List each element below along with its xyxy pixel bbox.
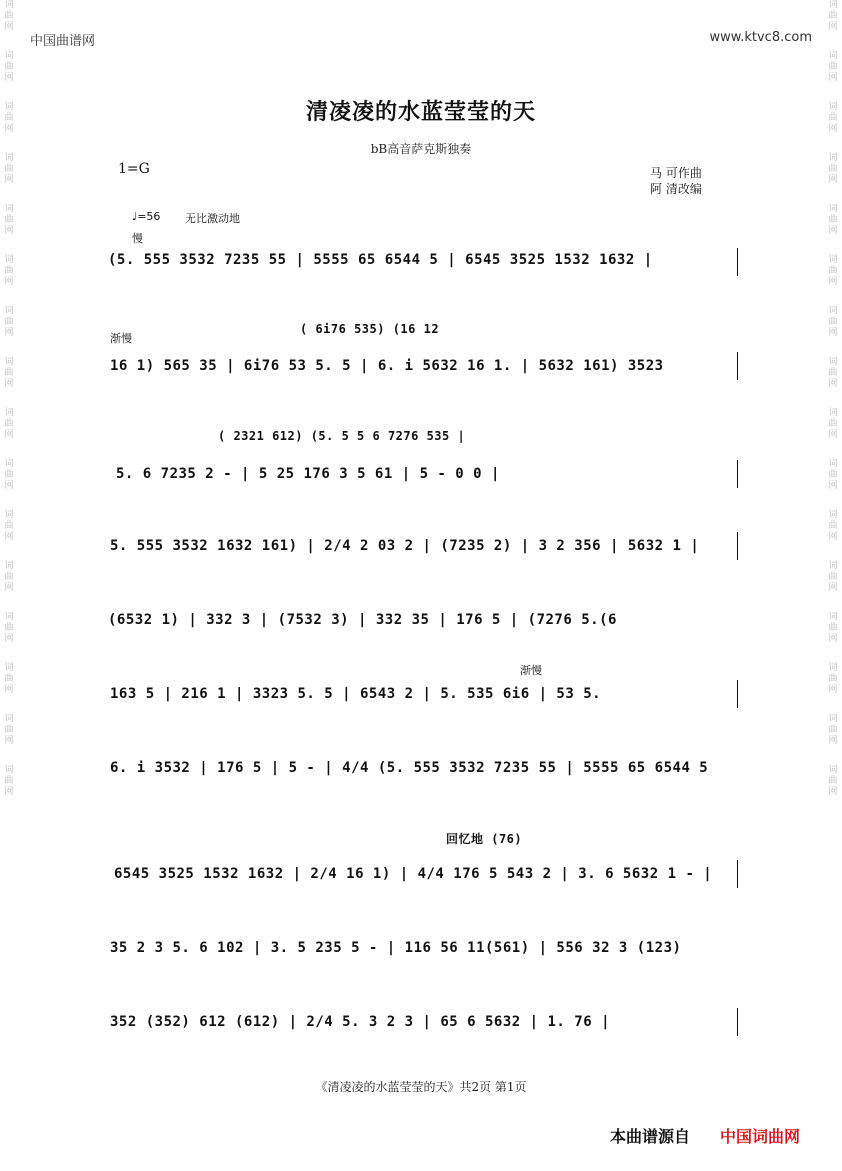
watermark-char: 网 bbox=[4, 430, 14, 440]
watermark-char: 词 bbox=[828, 510, 838, 520]
watermark-char: 词 bbox=[4, 510, 14, 520]
watermark-char: 曲 bbox=[828, 725, 838, 735]
watermark-char: 词 bbox=[4, 714, 14, 724]
tempo-mark: ♩=56 bbox=[132, 210, 161, 223]
watermark-char: 曲 bbox=[4, 572, 14, 582]
watermark-char: 网 bbox=[4, 328, 14, 338]
watermark-char: 网 bbox=[828, 73, 838, 83]
watermark-char: 词 bbox=[4, 306, 14, 316]
watermark-char: 词 bbox=[4, 357, 14, 367]
arranger-credit: 阿 清改编 bbox=[650, 182, 702, 196]
notation-row-6: 163 5 | 216 1 | 3323 5. 5 | 6543 2 | 5. 535 6i6 | 53 5. bbox=[110, 686, 602, 702]
watermark-char: 网 bbox=[828, 379, 838, 389]
watermark-char: 词 bbox=[828, 561, 838, 571]
watermark-char: 词 bbox=[4, 612, 14, 622]
watermark-char: 曲 bbox=[828, 419, 838, 429]
watermark-char: 网 bbox=[828, 124, 838, 134]
watermark-char: 网 bbox=[828, 430, 838, 440]
notation-row-8: 6545 3525 1532 1632 | 2/4 16 1) | 4/4 176 5 543 2 | 3. 6 5632 1 - | bbox=[114, 866, 713, 882]
notation-row-2-upper: ( 6i76 535) (16 12 bbox=[300, 322, 440, 336]
watermark-char: 词 bbox=[4, 663, 14, 673]
watermark-char: 词 bbox=[828, 357, 838, 367]
watermark-char: 曲 bbox=[828, 317, 838, 327]
watermark-char: 词 bbox=[4, 408, 14, 418]
barline bbox=[737, 352, 738, 380]
watermark-char: 词 bbox=[4, 102, 14, 112]
watermark-char: 曲 bbox=[828, 674, 838, 684]
watermark-char: 词 bbox=[4, 0, 14, 10]
watermark-char: 词 bbox=[828, 0, 838, 10]
watermark-char: 曲 bbox=[828, 623, 838, 633]
watermark-char: 网 bbox=[4, 685, 14, 695]
notation-row-5: (6532 1) | 332 3 | (7532 3) | 332 35 | 176 5 | (7276 5.(6 bbox=[108, 612, 617, 628]
watermark-char: 网 bbox=[828, 277, 838, 287]
left-watermark-strip bbox=[2, 0, 16, 1171]
barline bbox=[737, 860, 738, 888]
watermark-char: 网 bbox=[4, 379, 14, 389]
notation-row-8-upper: 回忆地 (76) bbox=[446, 832, 523, 846]
watermark-char: 曲 bbox=[4, 725, 14, 735]
watermark-char: 曲 bbox=[4, 11, 14, 21]
watermark-char: 词 bbox=[4, 459, 14, 469]
watermark-char: 词 bbox=[828, 204, 838, 214]
notation-row-3-upper: ( 2321 612) (5. 5 5 6 7276 535 | bbox=[218, 429, 466, 443]
notation-row-1: (5. 555 3532 7235 55 | 5555 65 6544 5 | 6545 3525 1532 1632 | bbox=[108, 252, 653, 268]
watermark-char: 网 bbox=[4, 22, 14, 32]
watermark-char: 曲 bbox=[828, 215, 838, 225]
watermark-char: 词 bbox=[828, 663, 838, 673]
watermark-char: 词 bbox=[4, 51, 14, 61]
notation-row-6-mark: 渐慢 bbox=[520, 664, 542, 677]
watermark-char: 曲 bbox=[4, 623, 14, 633]
watermark-char: 词 bbox=[4, 204, 14, 214]
watermark-char: 曲 bbox=[828, 470, 838, 480]
watermark-char: 词 bbox=[828, 459, 838, 469]
watermark-char: 网 bbox=[4, 124, 14, 134]
watermark-char: 曲 bbox=[4, 776, 14, 786]
expression-mark: 无比激动地 bbox=[185, 212, 240, 225]
watermark-char: 网 bbox=[4, 226, 14, 236]
watermark-char: 词 bbox=[4, 561, 14, 571]
watermark-char: 网 bbox=[4, 73, 14, 83]
watermark-char: 曲 bbox=[4, 62, 14, 72]
watermark-char: 曲 bbox=[828, 776, 838, 786]
barline bbox=[737, 460, 738, 488]
page-footer: 《清凌凌的水蓝莹莹的天》共2页 第1页 bbox=[315, 1080, 527, 1094]
notation-row-4: 5. 555 3532 1632 161) | 2/4 2 03 2 | (7235 2) | 3 2 356 | 5632 1 | bbox=[110, 538, 700, 554]
watermark-char: 网 bbox=[4, 175, 14, 185]
watermark-char: 网 bbox=[828, 22, 838, 32]
watermark-char: 网 bbox=[4, 787, 14, 797]
watermark-char: 曲 bbox=[4, 674, 14, 684]
notation-row-7: 6. i 3532 | 176 5 | 5 - | 4/4 (5. 555 3532 7235 55 | 5555 65 6544 5 bbox=[110, 760, 709, 776]
barline bbox=[737, 680, 738, 708]
site-url-right[interactable]: www.ktvc8.com bbox=[709, 30, 812, 45]
notation-row-2: 16 1) 565 35 | 6i76 53 5. 5 | 6. i 5632 16 1. | 5632 161) 3523 bbox=[110, 358, 664, 374]
subtitle: bB高音萨克斯独奏 bbox=[370, 142, 472, 156]
watermark-char: 网 bbox=[828, 175, 838, 185]
source-prefix: 本曲谱源自 bbox=[610, 1127, 691, 1146]
watermark-char: 网 bbox=[828, 481, 838, 491]
watermark-char: 曲 bbox=[4, 164, 14, 174]
watermark-char: 词 bbox=[828, 765, 838, 775]
watermark-char: 词 bbox=[828, 306, 838, 316]
watermark-char: 曲 bbox=[828, 164, 838, 174]
watermark-char: 网 bbox=[4, 532, 14, 542]
watermark-char: 网 bbox=[4, 634, 14, 644]
watermark-char: 词 bbox=[828, 612, 838, 622]
watermark-char: 词 bbox=[828, 102, 838, 112]
barline bbox=[737, 248, 738, 276]
watermark-char: 曲 bbox=[4, 113, 14, 123]
watermark-char: 曲 bbox=[828, 521, 838, 531]
watermark-char: 曲 bbox=[4, 266, 14, 276]
watermark-char: 曲 bbox=[828, 11, 838, 21]
watermark-char: 曲 bbox=[828, 62, 838, 72]
watermark-char: 词 bbox=[828, 255, 838, 265]
watermark-char: 词 bbox=[828, 51, 838, 61]
watermark-char: 网 bbox=[4, 583, 14, 593]
watermark-char: 词 bbox=[4, 255, 14, 265]
watermark-char: 词 bbox=[828, 408, 838, 418]
watermark-char: 网 bbox=[828, 226, 838, 236]
site-name-left: 中国曲谱网 bbox=[30, 34, 96, 49]
notation-row-2-mark: 渐慢 bbox=[110, 332, 132, 345]
watermark-char: 词 bbox=[4, 153, 14, 163]
watermark-char: 网 bbox=[4, 277, 14, 287]
watermark-char: 曲 bbox=[4, 470, 14, 480]
watermark-char: 词 bbox=[4, 765, 14, 775]
watermark-char: 曲 bbox=[828, 572, 838, 582]
notation-row-10: 352 (352) 612 (612) | 2/4 5. 3 2 3 | 65 6 5632 | 1. 76 | bbox=[110, 1014, 611, 1030]
watermark-char: 词 bbox=[828, 714, 838, 724]
watermark-char: 曲 bbox=[4, 215, 14, 225]
right-watermark-strip bbox=[826, 0, 840, 1171]
watermark-char: 网 bbox=[828, 634, 838, 644]
watermark-char: 曲 bbox=[828, 266, 838, 276]
watermark-char: 曲 bbox=[4, 368, 14, 378]
watermark-char: 网 bbox=[828, 787, 838, 797]
watermark-char: 网 bbox=[4, 481, 14, 491]
page-title: 清凌凌的水蓝莹莹的天 bbox=[305, 99, 536, 125]
key-signature: 1=G bbox=[118, 161, 150, 177]
watermark-char: 曲 bbox=[4, 317, 14, 327]
slow-mark: 慢 bbox=[132, 232, 143, 245]
notation-row-9: 35 2 3 5. 6 102 | 3. 5 235 5 - | 116 56 11(561) | 556 32 3 (123) bbox=[110, 940, 682, 956]
watermark-char: 曲 bbox=[828, 368, 838, 378]
watermark-char: 曲 bbox=[828, 113, 838, 123]
watermark-char: 网 bbox=[828, 328, 838, 338]
watermark-char: 网 bbox=[828, 736, 838, 746]
source-link[interactable]: 中国词曲网 bbox=[720, 1127, 801, 1146]
watermark-char: 网 bbox=[4, 736, 14, 746]
composer-credit: 马 可作曲 bbox=[650, 166, 702, 180]
watermark-char: 曲 bbox=[4, 419, 14, 429]
watermark-char: 网 bbox=[828, 685, 838, 695]
barline bbox=[737, 532, 738, 560]
notation-row-3: 5. 6 7235 2 - | 5 25 176 3 5 61 | 5 - 0 0 | bbox=[116, 466, 500, 482]
barline bbox=[737, 1008, 738, 1036]
watermark-char: 词 bbox=[828, 153, 838, 163]
watermark-char: 网 bbox=[828, 532, 838, 542]
watermark-char: 网 bbox=[828, 583, 838, 593]
watermark-char: 曲 bbox=[4, 521, 14, 531]
